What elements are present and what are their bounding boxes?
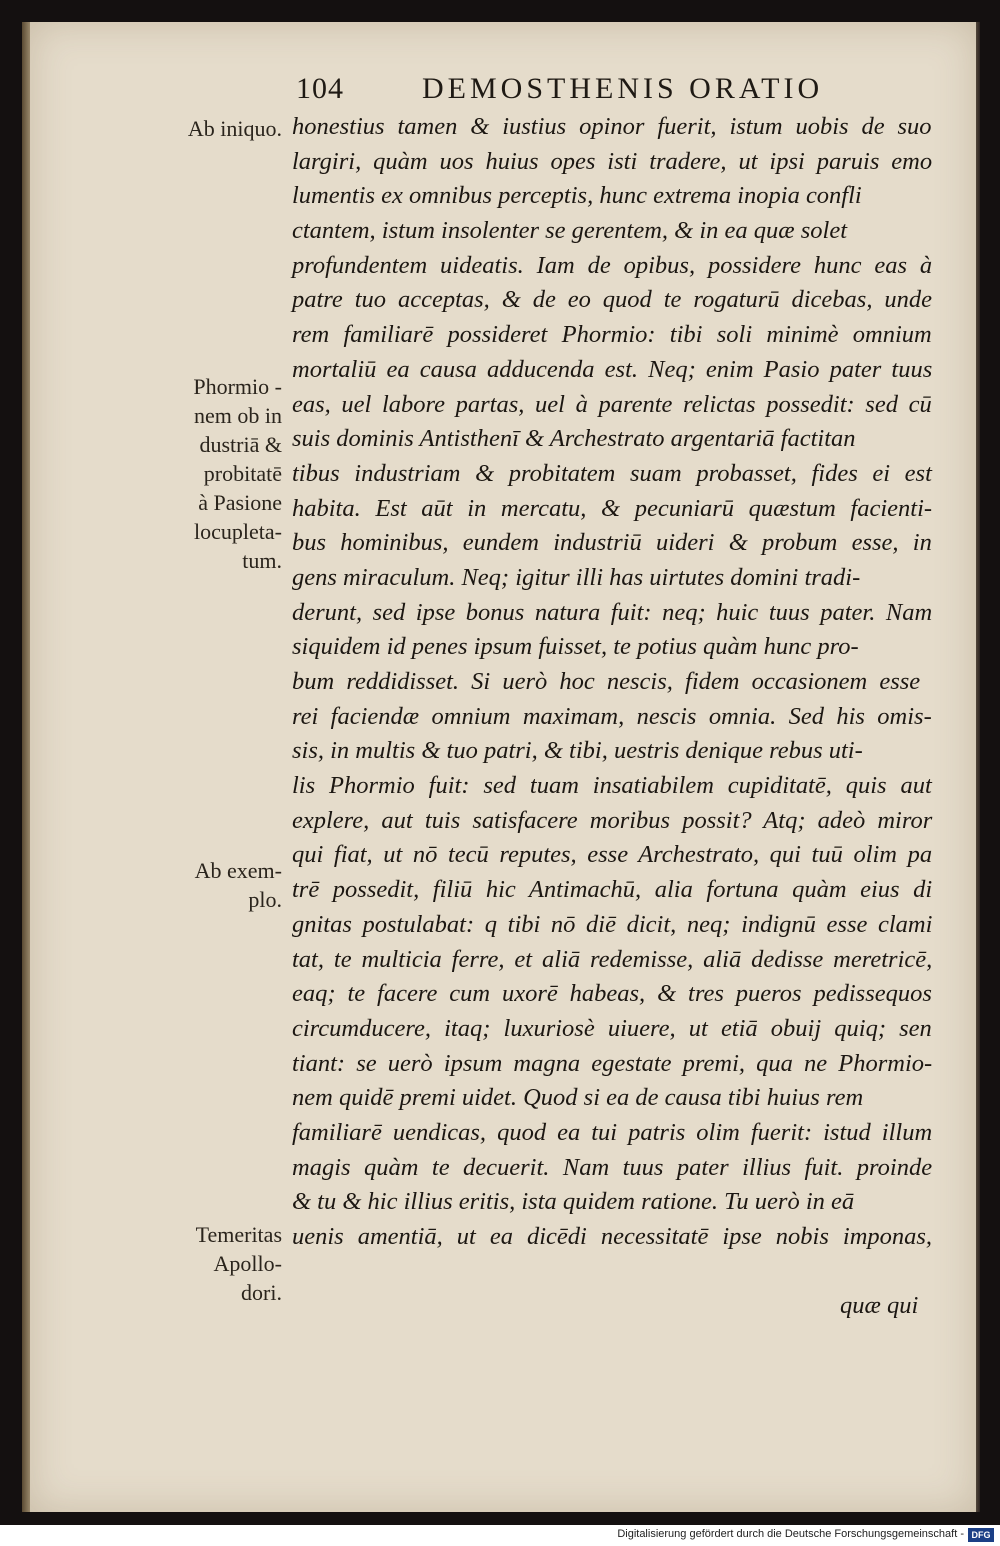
text-line: profundentem uideatis. Iam de opibus, possidere hunc eas à (292, 251, 933, 279)
text-line: eaq; te facere cum uxorē habeas, & tres pueros pedissequos (292, 980, 932, 1008)
margin-note-line: probitatē (203, 461, 282, 486)
text-line: lis Phormio fuit: sed tuam insatiabilem cupiditatē, quis aut (292, 772, 932, 800)
margin-note-ab-exemplo (150, 856, 282, 914)
text-line: gens miraculum. Neq; igitur illi has uirtutes domini tradi- (292, 563, 861, 591)
text-line: rei faciendæ omnium maximam, nescis omnia. Sed his omis- (292, 702, 932, 730)
margin-note-line: à Pasione (198, 490, 282, 515)
text-line: derunt, sed ipse bonus natura fuit: neq; huic tuus pater. Nam (292, 598, 933, 626)
text-line: honestius tamen & iustius opinor fuerit, istum uobis de suo (292, 113, 932, 140)
text-line: suis dominis Antisthenī & Archestrato argentariā factitan (292, 425, 856, 453)
text-line: sis, in multis & tuo patri, & tibi, uestris denique rebus uti- (292, 737, 863, 765)
running-title: DEMOSTHENIS ORATIO (422, 72, 824, 105)
dfg-logo-icon: DFG (968, 1528, 994, 1542)
text-line: trē possedit, filiū hic Antimachū, alia fortuna quàm eius di (292, 876, 933, 904)
margin-note-line: locupleta- (194, 519, 282, 544)
margin-note-ab-iniquo (150, 114, 282, 143)
text-line: lumentis ex omnibus perceptis, hunc extrema inopia confli (292, 182, 862, 210)
text-line: familiarē uendicas, quod ea tui patris olim fuerit: istud illum (292, 1118, 933, 1146)
margin-note-line: Ab iniquo. (187, 116, 282, 141)
page-header (296, 72, 876, 112)
margin-note-temeritas (150, 1220, 282, 1307)
text-line: habita. Est aūt in mercatu, & pecuniarū quæstum facienti- (292, 494, 933, 522)
text-line: explere, aut tuis satisfacere moribus possit? Atq; adeò miror (292, 806, 933, 834)
text-line: bum reddidisset. Si uerò hoc nescis, fidem occasionem esse (292, 668, 921, 695)
footer-bar (0, 1525, 1000, 1546)
text-line: & tu & hic illius eritis, ista quidem ratione. Tu uerò in eā (292, 1188, 855, 1216)
margin-note-line: nem ob in (194, 403, 282, 428)
margin-note-line: Temeritas (195, 1222, 282, 1247)
text-line: qui fiat, ut nō tecū reputes, esse Archestrato, qui tuū olim pa (292, 841, 933, 869)
margin-note-phormio (150, 372, 282, 575)
catchword: quæ qui (840, 1292, 919, 1319)
text-line: gnitas postulabat: q tibi nō diē dicit, neq; indignū esse clami (292, 910, 933, 938)
text-line: ctantem, istum insolenter se gerentem, & in ea quæ solet (292, 217, 848, 245)
text-line: nem quidē premi uidet. Quod si ea de causa tibi huius rem (292, 1084, 864, 1112)
footer-credit: Digitalisierung gefördert durch die Deutsche Forschungsgemeinschaft - (617, 1528, 964, 1540)
margin-note-line: tum. (242, 548, 282, 573)
body-text (292, 110, 940, 1255)
text-line: siquidem id penes ipsum fuisset, te potius quàm hunc pro- (292, 633, 859, 661)
text-line: tiant: se uerò ipsum magna egestate premi, qua ne Phormio- (292, 1049, 933, 1077)
text-line: bus hominibus, eundem industriū uideri & probum esse, in (292, 529, 932, 557)
text-line: largiri, quàm uos huius opes isti tradere, ut ipsi paruis emo (292, 147, 933, 175)
text-line: uenis amentiā, ut ea dicēdi necessitatē ipse nobis imponas, (292, 1223, 933, 1250)
text-line: tibus industriam & probitatem suam probasset, fides ei est (292, 459, 932, 487)
text-line: circumducere, itaq; luxuriosè uiuere, ut etiā obuij quiq; sen (292, 1014, 932, 1042)
text-line: rem familiarē possideret Phormio: tibi soli minimè omnium (292, 321, 932, 349)
text-line: patre tuo acceptas, & de eo quod te rogaturū dicebas, unde (292, 286, 932, 314)
text-line: eas, uel labore partas, uel à parente relictas possedit: sed cū (292, 390, 932, 418)
margin-note-line: plo. (248, 887, 282, 912)
margin-note-line: dustriā & (199, 432, 282, 457)
text-line: mortaliū ea causa adducenda est. Neq; enim Pasio pater tuus (292, 355, 933, 383)
page-number: 104 (296, 72, 344, 105)
margin-note-line: Ab exem- (194, 858, 282, 883)
margin-note-line: dori. (241, 1280, 282, 1305)
margin-note-line: Apollo- (213, 1251, 282, 1276)
text-line: tat, te multicia ferre, et aliā redemisse, aliā dedisse meretricē, (292, 945, 933, 973)
margin-note-line: Phormio - (193, 374, 282, 399)
text-line: magis quàm te decuerit. Nam tuus pater illius fuit. proinde (292, 1153, 933, 1181)
